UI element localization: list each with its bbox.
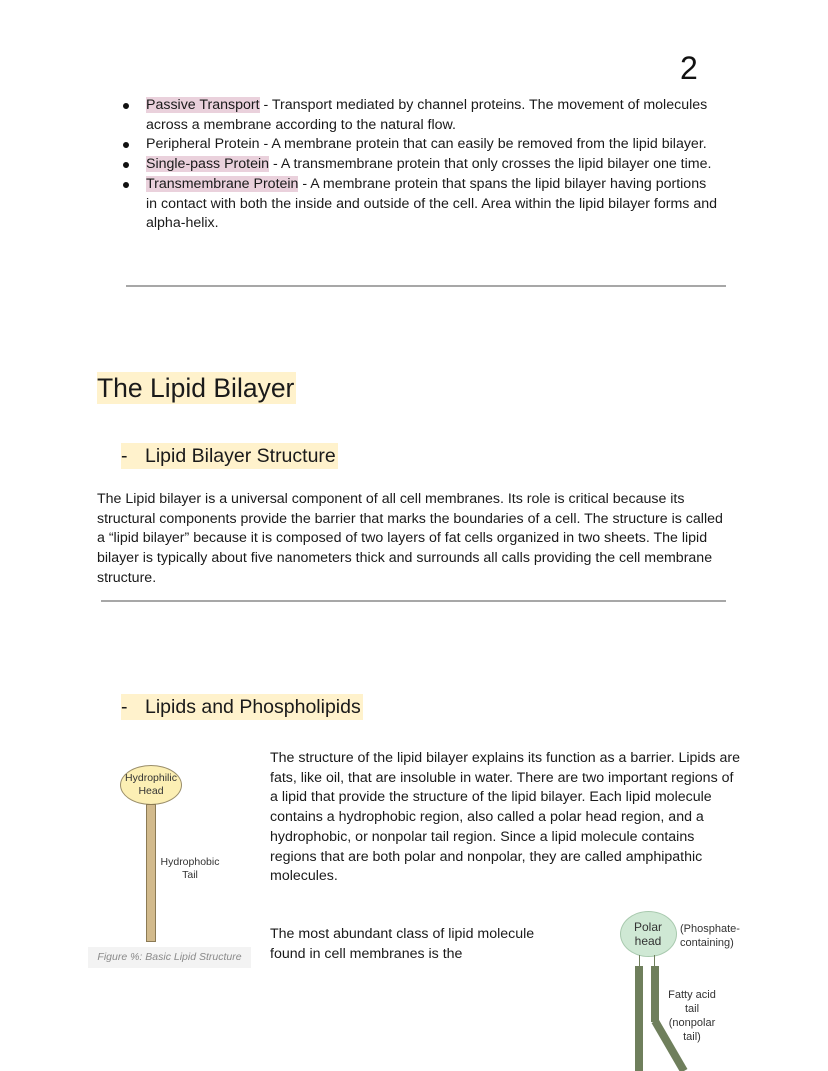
basic-lipid-figure (100, 765, 260, 945)
figure-caption: Figure %: Basic Lipid Structure (88, 947, 251, 968)
tail-label: Fatty acid tail (nonpolar tail) (668, 989, 716, 1043)
glossary-definition: - Transport mediated by channel proteins. The movement of molecules across a membrane according to the natural flow. (146, 97, 708, 133)
body-paragraph: The Lipid bilayer is a universal component of all cell membranes. Its role is critical because its structural components provide the barrier that marks the boundaries of a cell. The structure is called a “lipid bilayer” because it is composed of two layers of fat cells organized in two sheets. The lipid bilayer is typically about five nanometers thick and surrounds all calls providing the cell membrane structure. (97, 491, 723, 586)
glossary-list (118, 96, 718, 234)
glossary-definition: - A membrane protein that can easily be removed from the lipid bilayer. (259, 136, 707, 153)
horizontal-rule (126, 285, 726, 287)
list-item (118, 135, 718, 155)
bullet-icon (123, 103, 129, 109)
glossary-term: Peripheral Protein (146, 136, 260, 153)
list-item (118, 96, 718, 135)
body-paragraph: The structure of the lipid bilayer explains its function as a barrier. Lipids are fats, like oil, that are insoluble in water. There are two important regions of a lipid that provide the structure of the lipid bilayer. Each lipid molecule contains a hydrophobic region, also called a polar head region, and a hydrophobic, or nonpolar tail region. Since a lipid molecule contains regions that are both polar and nonpolar, they are called amphipathic molecules. (270, 750, 741, 885)
heading-dash: - (121, 445, 128, 467)
heading-dash: - (121, 696, 128, 718)
section-title: The Lipid Bilayer (97, 373, 295, 403)
bullet-icon (123, 162, 129, 168)
glossary-definition: - A transmembrane protein that only crosses the lipid bilayer one time. (269, 156, 712, 173)
list-item (118, 175, 718, 234)
subsection-title: Lipids and Phospholipids (145, 696, 361, 718)
phospholipid-figure (600, 900, 760, 1071)
subsection-heading (121, 443, 338, 469)
glossary-term: Single-pass Protein (146, 156, 270, 173)
subsection-title: Lipid Bilayer Structure (145, 445, 336, 467)
subsection-heading (121, 694, 363, 720)
phosphate-label: (Phosphate- containing) (680, 923, 740, 949)
polar-head-label: Polar head (633, 920, 662, 948)
glossary-definition: - A membrane protein that spans the lipid bilayer having portions in contact with both the inside and outside of the cell. Area within the lipid bilayer forms and alpha-helix. (146, 175, 717, 232)
list-item (118, 155, 718, 175)
head-label: Hydrophilic Head (125, 772, 177, 797)
glossary-term: Passive Transport (146, 97, 260, 113)
body-paragraph: The most abundant class of lipid molecule found in cell membranes is the (270, 926, 535, 962)
glossary-term: Transmembrane Protein (146, 175, 299, 192)
bullet-icon (123, 182, 129, 188)
horizontal-rule (101, 600, 726, 602)
page-number: 2 (680, 50, 698, 86)
tail-label: Hydrophobic Tail (160, 856, 220, 881)
bullet-icon (123, 142, 129, 148)
